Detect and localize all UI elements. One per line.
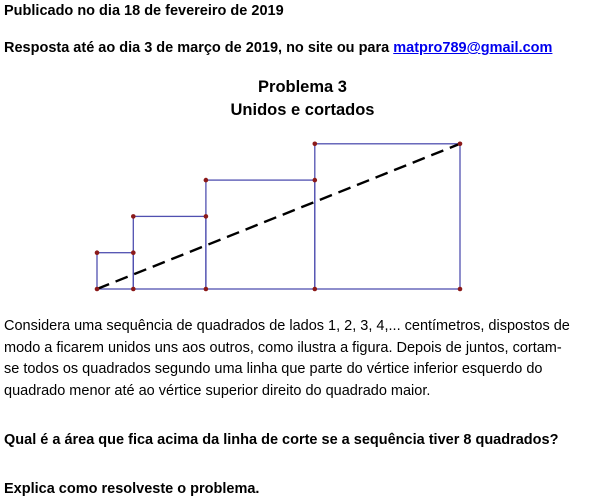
problem-statement: [4, 316, 600, 402]
vertex-dot: [204, 214, 209, 219]
vertex-dot: [313, 178, 318, 183]
vertex-dot: [204, 287, 209, 292]
statement-line: quadrado menor até ao vértice superior direito do quadrado maior.: [4, 382, 431, 399]
publication-date: Publicado no dia 18 de fevereiro de 2019: [4, 3, 284, 19]
statement-line: se todos os quadrados segundo uma linha que parte do vértice inferior esquerdo do: [4, 361, 543, 377]
square-4: [315, 144, 460, 289]
problem-title: Problema 3: [258, 78, 347, 96]
vertex-dot: [204, 178, 209, 183]
statement-line: Considera uma sequência de quadrados de lados 1, 2, 3, 4,... centímetros, dispostos de: [4, 318, 570, 334]
vertex-dot: [95, 287, 100, 292]
vertex-dot: [131, 287, 136, 292]
square-2: [133, 216, 206, 289]
vertex-dot: [131, 250, 136, 255]
square-3: [206, 180, 315, 289]
vertex-dot: [458, 287, 463, 292]
squares-figure: [80, 134, 480, 300]
explain-instruction: Explica como resolveste o problema.: [4, 481, 260, 497]
square-1: [97, 253, 133, 289]
answer-deadline: [4, 40, 552, 56]
vertex-dot: [131, 214, 136, 219]
vertex-dot: [313, 287, 318, 292]
vertex-dot: [95, 250, 100, 255]
vertex-dot: [458, 142, 463, 147]
answer-deadline-text: Resposta até ao dia 3 de março de 2019, no site ou para: [4, 40, 394, 56]
question: Qual é a área que fica acima da linha de corte se a sequência tiver 8 quadrados?: [4, 432, 559, 448]
email-link[interactable]: matpro789@gmail.com: [393, 40, 553, 56]
vertex-dot: [313, 142, 318, 147]
statement-line: modo a ficarem unidos uns aos outros, como ilustra a figura. Depois de juntos, cortam-: [4, 339, 562, 356]
problem-subtitle: Unidos e cortados: [230, 101, 375, 119]
